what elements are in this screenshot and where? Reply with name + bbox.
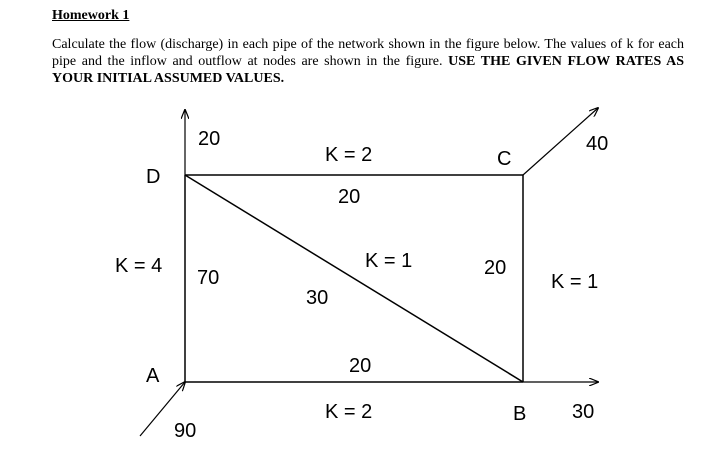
pipe-cb-flow: 20 <box>484 257 507 279</box>
pipe-cb-k: K = 1 <box>551 271 599 293</box>
pipe-dc-flow: 20 <box>338 186 361 208</box>
node-label-c: C <box>497 148 512 170</box>
pipe-ab-flow: 20 <box>349 355 372 377</box>
pipe-da-flow: 70 <box>197 267 220 289</box>
node-label-a: A <box>146 365 160 387</box>
pipe-ab-k: K = 2 <box>325 401 373 423</box>
problem-emphasis: USE THE GIVEN FLOW RATES AS YOUR INITIAL ASSUMED VALUES. <box>52 54 684 86</box>
node-label-d: D <box>146 166 161 188</box>
pipe-da-k: K = 4 <box>115 255 163 277</box>
node-label-b: B <box>513 403 527 425</box>
pipe-db-k: K = 1 <box>365 250 413 272</box>
inflow-value-a: 90 <box>174 420 197 442</box>
outflow-value-d: 20 <box>198 128 221 150</box>
pipe-db-flow: 30 <box>306 287 329 309</box>
pipe-dc-k: K = 2 <box>325 144 373 166</box>
homework-title: Homework 1 <box>52 8 130 23</box>
outflow-value-c: 40 <box>586 133 609 155</box>
problem-text: Calculate the flow (discharge) in each pipe of the network shown in the figure below. The values of k for each pipe and the inflow and outflow at nodes are shown in the figure. <box>52 37 684 69</box>
outflow-value-b: 30 <box>572 401 595 423</box>
